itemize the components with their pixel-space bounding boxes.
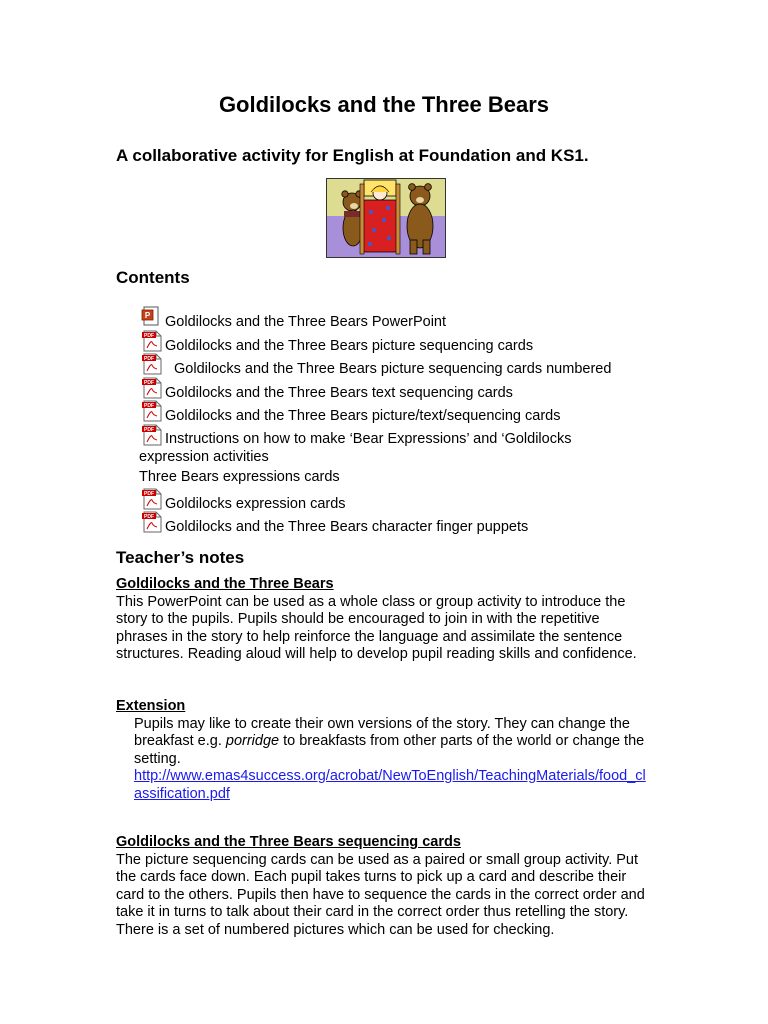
pdf-icon [141, 330, 163, 352]
contents-heading: Contents [116, 268, 190, 287]
powerpoint-notes-title: Goldilocks and the Three Bears [116, 576, 334, 592]
contents-item[interactable] [139, 377, 699, 401]
contents-item-label: Instructions on how to make ‘Bear Expressions’ and ‘Goldilocks expression activities [139, 430, 572, 465]
svg-text:PDF: PDF [144, 514, 154, 520]
document-subtitle: A collaborative activity for English at Foundation and KS1. [116, 146, 589, 165]
contents-item-label: Goldilocks and the Three Bears character finger puppets [165, 519, 529, 535]
pdf-icon [141, 377, 163, 399]
contents-item[interactable] [139, 511, 699, 535]
svg-text:PDF: PDF [144, 332, 154, 339]
svg-text:PDF: PDF [144, 490, 154, 497]
svg-text:PDF: PDF [144, 356, 154, 362]
pdf-icon [141, 400, 163, 422]
pdf-icon [141, 353, 163, 375]
sequencing-section [116, 834, 650, 939]
contents-item-label: Goldilocks expression cards [165, 495, 346, 512]
contents-item [139, 466, 699, 488]
powerpoint-notes-body: This PowerPoint can be used as a whole class or group activity to introduce the story to the pupils. Pupils should be encouraged to join in with the repetitive phrases in the story to help reinforce the language and assimilate the sentence structures. Reading aloud will help to develop pupil reading skills and confidence. [116, 593, 637, 662]
extension-body [116, 716, 650, 804]
extension-section [116, 698, 650, 803]
extension-emphasis: porridge [225, 733, 280, 749]
contents-item-label: Goldilocks and the Three Bears text sequencing cards [165, 384, 513, 401]
contents-item-label: Goldilocks and the Three Bears picture sequencing cards numbered [174, 361, 612, 377]
teachers-notes-heading: Teacher’s notes [116, 548, 245, 567]
large-bear-shape [407, 184, 433, 254]
document-title: Goldilocks and the Three Bears [218, 92, 550, 117]
contents-item[interactable] [139, 400, 699, 424]
extension-title: Extension [116, 698, 186, 714]
contents-item-label: Goldilocks and the Three Bears picture sequencing cards [165, 337, 534, 354]
contents-list [139, 306, 699, 535]
pdf-icon [141, 424, 163, 446]
sequencing-body: The picture sequencing cards can be used as a paired or small group activity. Put the cards face down. Each pupil takes turns to pick up a card and describe their card to the others. Pupils then have to sequence the cards in the correct order and take it in turns to talk about their card in the correct order thus retelling the story. There is a set of numbered pictures which can be used for checking. [116, 851, 645, 938]
contents-item[interactable] [139, 488, 699, 512]
contents-item-label: Goldilocks and the Three Bears picture/text/sequencing cards [165, 408, 561, 424]
contents-item-label: Three Bears expressions cards [139, 468, 340, 485]
goldilocks-bears-illustration [326, 178, 446, 258]
powerpoint-icon [141, 306, 161, 328]
food-classification-link[interactable]: http://www.emas4success.org/acrobat/NewToEnglish/TeachingMaterials/food_classification.pdf [134, 768, 646, 802]
contents-item[interactable] [139, 306, 699, 330]
bed-shape [360, 180, 400, 254]
extension-text-after: to breakfasts from other parts of the world or change the setting. [134, 733, 645, 767]
pdf-icon [141, 488, 163, 510]
svg-text:PDF: PDF [144, 403, 154, 409]
extension-text: Pupils may like to create their own versions of the story. They can change the breakfast e.g. [134, 715, 630, 749]
svg-text:P: P [144, 311, 151, 320]
contents-item[interactable] [139, 353, 699, 377]
powerpoint-notes-section [116, 576, 650, 664]
svg-text:PDF: PDF [144, 426, 154, 433]
contents-item[interactable] [139, 330, 699, 354]
contents-item-label: Goldilocks and the Three Bears PowerPoint [165, 314, 447, 330]
contents-item[interactable] [139, 424, 699, 466]
pdf-icon [141, 511, 163, 533]
sequencing-title: Goldilocks and the Three Bears sequencing cards [116, 834, 461, 850]
svg-text:PDF: PDF [144, 379, 154, 386]
